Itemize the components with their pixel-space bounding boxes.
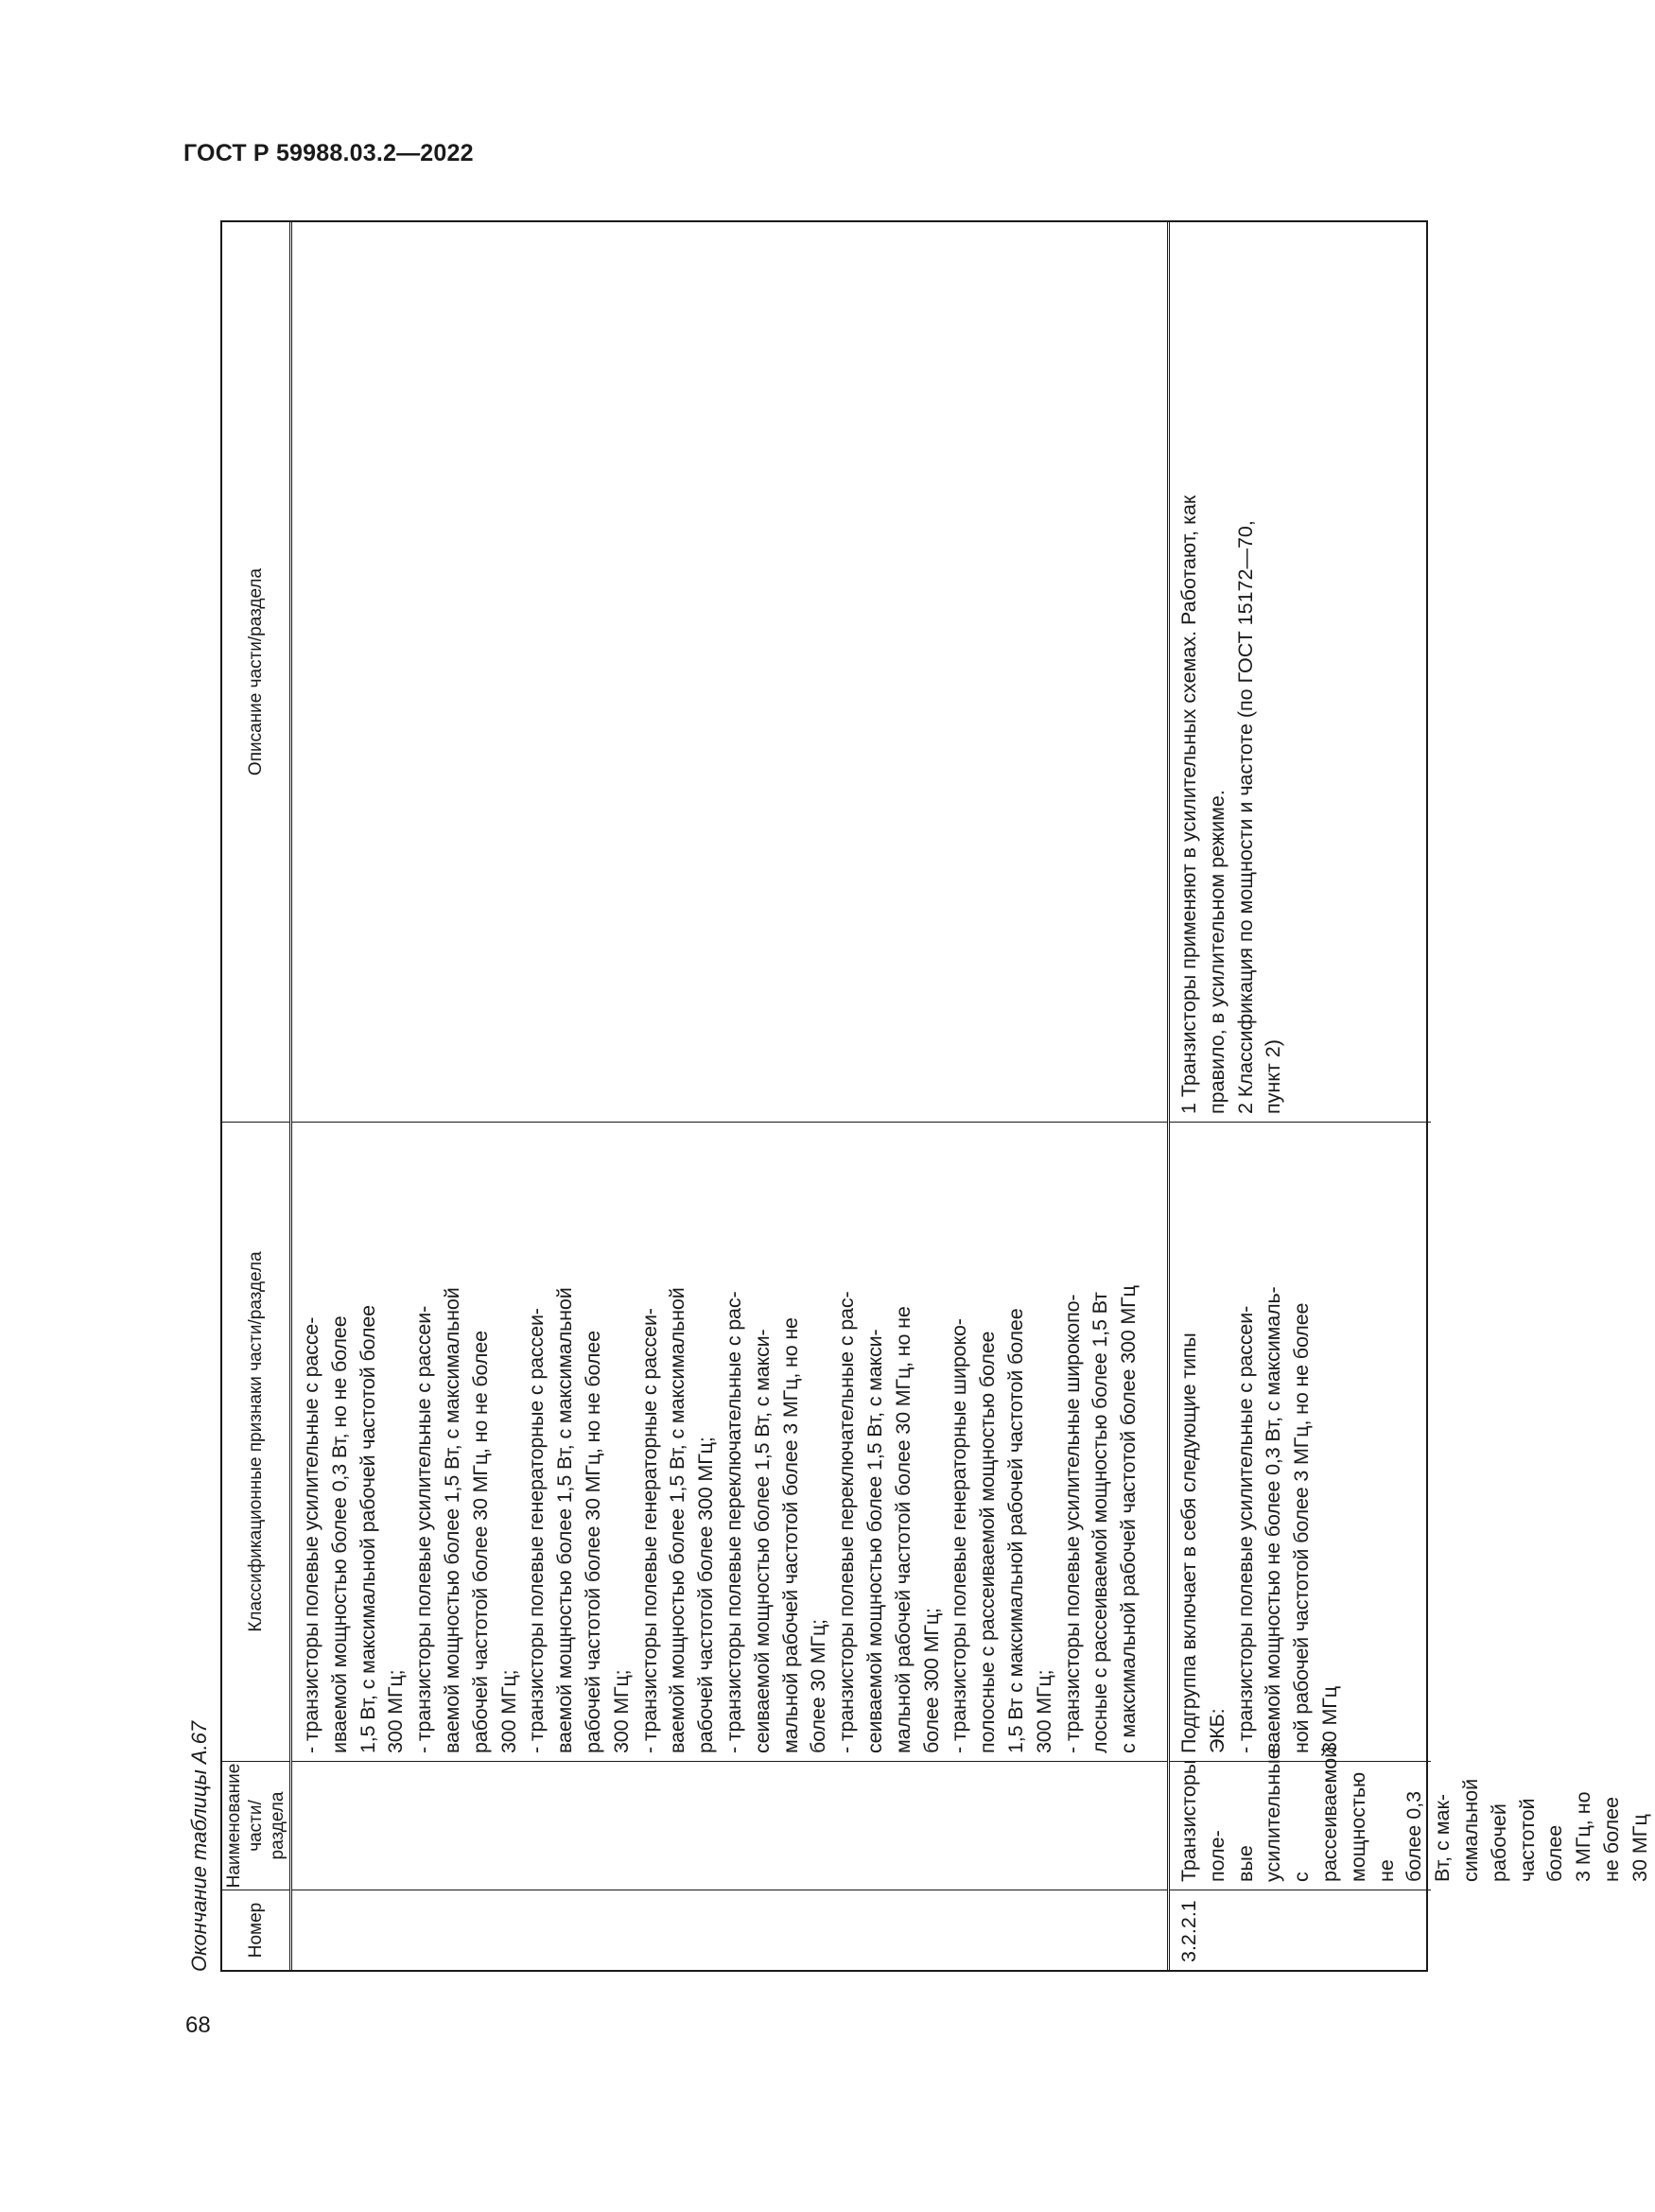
cell-features bbox=[292, 1123, 1167, 1762]
cell-features bbox=[1170, 1123, 1431, 1762]
table-header-row bbox=[222, 222, 292, 1970]
table-row bbox=[1167, 222, 1651, 1970]
cell-number: 3.2.2.1 bbox=[1177, 1900, 1200, 1962]
header-name: Наименование части/ раздела bbox=[222, 1762, 289, 1890]
header-number: Номер bbox=[246, 1902, 266, 1959]
header-description: Описание части/раздела bbox=[222, 222, 289, 1123]
standard-code: ГОСТ Р 59988.03.2—2022 bbox=[183, 140, 474, 166]
cell-number bbox=[292, 1890, 1167, 1970]
page-number: 68 bbox=[185, 2012, 211, 2038]
rotated-table-block bbox=[183, 220, 1651, 1972]
table-row bbox=[292, 222, 1167, 1970]
header-features: Классификационные признаки части/раздела bbox=[222, 1123, 289, 1762]
cell-description bbox=[292, 222, 1167, 1123]
features-text: Подгруппа включает в себя следующие типы ЭКБ: - транзисторы полевые усилительные с рассеи- ваемой мощностью не более 0,3 Вт, с максималь- ной рабочей частотой более 3 МГц, но не более 30 МГц bbox=[1177, 1286, 1341, 1753]
cell-name bbox=[292, 1762, 1167, 1890]
table-caption: Окончание таблицы А.67 bbox=[187, 1720, 211, 1972]
cell-description: 1 Транзисторы применяют в усилительных схемах. Работают, как правило, в усилительном режиме. 2 Классификация по мощности и частоте (по ГОСТ 15172—70, пункт 2) bbox=[1170, 222, 1431, 1123]
features-text: - транзисторы полевые усилительные с рассе- иваемой мощностью более 0,3 Вт, но не более 1,5 Вт, с максимальной рабочей частотой более 300 МГц; - транзисторы полевые усилительные с рассеи- ваемой мощностью более 1,5 Вт, с максимальной рабочей частотой более 30 МГц, но не более 300 МГц; - транзисторы полевые генераторные с рассеи- ваемой мощностью более 1,5 Вт, с максимальной рабочей частотой более 30 МГц, но не более 300 МГц; - транзисторы полевые генераторные с рассеи- ваемой мощностью более 1,5 Вт, с максимальной рабочей частотой более 300 МГц; - транзисторы полевые переключательные с рас- сеиваемой мощностью более 1,5 Вт, с макси- мальной рабочей частотой более 3 МГц, но не более 30 МГц; - транзисторы полевые переключательные с рас- сеиваемой мощностью более 1,5 Вт, с макси- мальной рабочей частотой более 30 МГц, но не более 300 МГц; - транзисторы полевые генераторные широко- полосные с рассеиваемой мощностью более 1,5 Вт с максимальной рабочей частотой более 300 МГц; - транзисторы полевые усилительные широкопо- лосные с рассеиваемой мощностью более 1,5 Вт с максимальной рабочей частотой более 300 МГц bbox=[300, 1285, 1141, 1753]
cell-name: Транзисторы поле- вые усилительные с рассеиваемой мощностью не более 0,3 Вт, с мак- симальной рабочей частотой более 3 МГц, но не более 30 МГц bbox=[1170, 1762, 1431, 1890]
classification-table bbox=[220, 220, 1651, 1972]
